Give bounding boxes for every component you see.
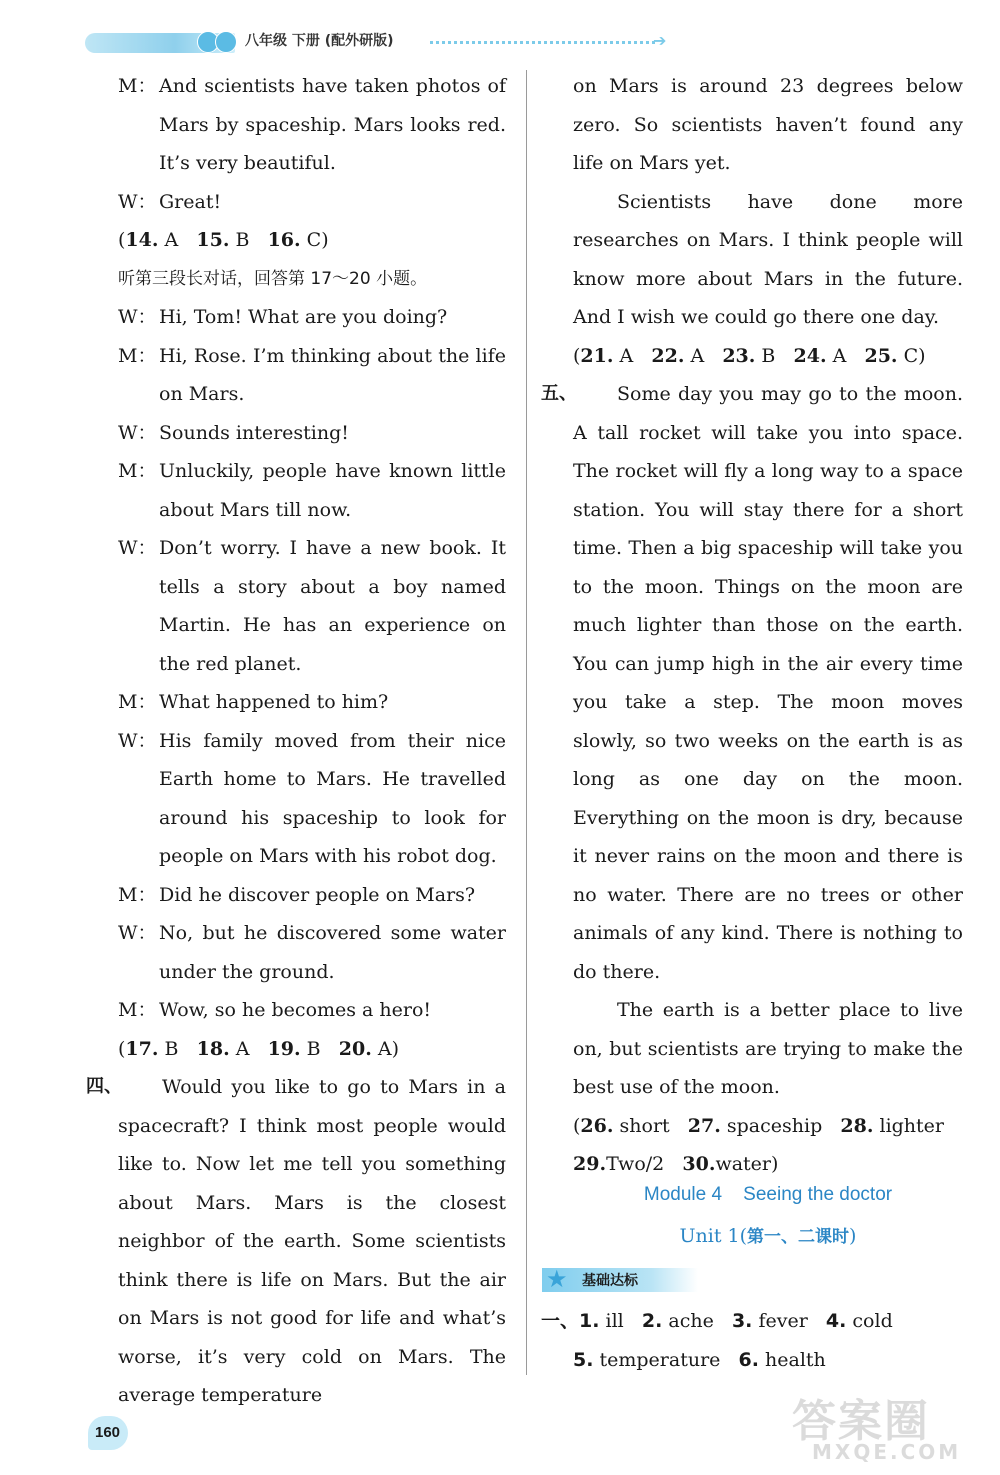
- unit-prefix: Unit 1(: [679, 1225, 748, 1247]
- answer-paren: (: [118, 1037, 126, 1060]
- page-header: [85, 25, 665, 57]
- column-divider: [526, 70, 527, 1375]
- answer-number: 20.: [338, 1037, 372, 1060]
- arrow-icon: ➔: [653, 31, 667, 50]
- answer-number: 17.: [125, 1037, 159, 1060]
- answer-value: Two/2: [606, 1153, 665, 1175]
- speaker-label: W：: [118, 190, 157, 213]
- answer-line-29-30: [573, 1145, 963, 1184]
- answer-value: B: [158, 1037, 179, 1060]
- dialogue-part-2: [118, 298, 506, 1030]
- section-number: 五、: [541, 383, 577, 404]
- answer-number: 28.: [840, 1114, 874, 1137]
- dialogue-text: Hi, Tom! What are you doing?: [159, 306, 448, 328]
- answer-value: A: [229, 1037, 250, 1060]
- dialogue-text: Great!: [159, 190, 222, 213]
- speaker-label: M：: [118, 75, 157, 97]
- answer-value: ill: [599, 1310, 624, 1332]
- answer-line-21-25: [573, 337, 963, 376]
- speaker-label: M：: [118, 344, 157, 367]
- answer-gap: [670, 1115, 688, 1137]
- module-title: Module 4 Seeing the doctor: [643, 1184, 893, 1205]
- answer-gap: [664, 1153, 682, 1175]
- answer-number: 26.: [580, 1114, 614, 1137]
- speaker-label: M：: [118, 999, 157, 1021]
- answer-gap: [179, 1038, 197, 1060]
- speaker-label: M：: [118, 691, 157, 713]
- exercise-number: 一、: [541, 1310, 580, 1332]
- dialogue-text: And scientists have taken photos of Mars by spaceship. Mars looks red. It’s very beautiful.: [159, 75, 506, 174]
- dialogue-text: His family moved from their nice Earth home to Mars. He travelled around his spaceship to look for people on Mars with his robot dog.: [159, 729, 506, 867]
- dialogue-line: [118, 67, 506, 183]
- answer-gap: [846, 345, 864, 367]
- answer-value: health: [758, 1348, 826, 1371]
- dialogue-line: [118, 683, 506, 722]
- instruction-line: 听第三段长对话，回答第 17～20 小题。: [118, 268, 428, 289]
- answer-gap: [822, 1115, 840, 1137]
- answer-value: fever: [752, 1310, 808, 1332]
- answer-value: short: [613, 1114, 670, 1137]
- speaker-label: W：: [118, 537, 157, 559]
- dialogue-text: Hi, Rose. I’m thinking about the life on Mars.: [159, 344, 506, 405]
- section-four: [86, 1068, 506, 1415]
- answer-gap: [321, 1038, 339, 1060]
- watermark-logo: [792, 1385, 992, 1470]
- answer-number: 23.: [722, 344, 756, 367]
- dialogue-text: Did he discover people on Mars?: [159, 883, 476, 906]
- section-five: [541, 375, 963, 1107]
- dialogue-text: Don’t worry. I have a new book. It tells a story about a boy named Martin. He has an experience on the red planet.: [159, 537, 506, 675]
- answer-gap: [249, 1038, 267, 1060]
- answer-value: temperature: [593, 1348, 721, 1371]
- answer-number: 2.: [641, 1310, 663, 1332]
- unit-title: [573, 1222, 963, 1247]
- speaker-label: W：: [118, 922, 157, 944]
- header-circles-decoration: [197, 31, 233, 57]
- answer-gap: [775, 345, 793, 367]
- dialogue-text: Unluckily, people have known little about Mars till now.: [159, 460, 506, 521]
- badge-label: 基础达标: [582, 1273, 638, 1289]
- answer-number: 14.: [125, 229, 159, 251]
- answer-value: lighter: [873, 1114, 945, 1137]
- header-dotted-line: [430, 41, 655, 44]
- answer-number: 5.: [573, 1348, 594, 1371]
- answer-value: ache: [662, 1310, 714, 1332]
- answer-number: 25.: [864, 344, 898, 367]
- star-icon: ★: [546, 1265, 568, 1293]
- answer-gap: [624, 1310, 642, 1332]
- dialogue-line: [118, 414, 506, 453]
- answer-number: 29.: [573, 1153, 607, 1175]
- answer-line-26-28: [573, 1107, 963, 1146]
- answer-value: C): [300, 229, 329, 251]
- header-title: 八年级 下册 (配外研版): [245, 33, 394, 49]
- speaker-label: W：: [118, 421, 157, 444]
- dialogue-line: [118, 991, 506, 1030]
- answer-paren: (: [118, 229, 126, 251]
- answer-value: B: [300, 1037, 321, 1060]
- answer-line-17-20: [118, 1030, 506, 1069]
- section-four-text: Would you like to go to Mars in a spacecraft? I think most people would like to. Now let me tell you something about Mars. Mars is the closest neighbor of the earth. Some scientists think there is life on Mars. But the air on Mars is not good for life and what’s worse, it’s very cold on Mars. The average temperature: [118, 1076, 506, 1406]
- answer-line-14-16: [118, 221, 506, 260]
- dialogue-text: Wow, so he becomes a hero!: [159, 999, 432, 1021]
- answer-gap: [714, 1310, 732, 1332]
- answer-number: 3.: [731, 1310, 753, 1332]
- dialogue-line: [118, 529, 506, 683]
- answer-value: water): [715, 1153, 779, 1175]
- answer-value: A: [684, 344, 705, 367]
- answer-value: B: [229, 229, 250, 251]
- answer-value: A: [826, 344, 847, 367]
- answer-number: 6.: [738, 1348, 759, 1371]
- answer-value: A): [371, 1037, 400, 1060]
- speaker-label: M：: [118, 883, 157, 906]
- speaker-label: M：: [118, 460, 157, 482]
- answer-value: A: [613, 344, 634, 367]
- paragraph: Scientists have done more researches on Mars. I think people will know more about Mars in the future. And I wish we could go there one day.: [573, 190, 963, 328]
- dialogue-line: [118, 452, 506, 529]
- section-five-paragraph: Some day you may go to the moon. A tall rocket will take you into space. The rocket will fly a long way to a space station. You will stay there for a short time. Then a big spaceship will take you to the moon. Things on the moon are much lighter than those on the earth. You can jump high in the air every time you take a step. The moon moves slowly, so two weeks on the earth is as long as one day on the moon. Everything on the moon is dry, because it never rains on the moon and there is no water. There are no trees or other animals of any kind. There is nothing to do there.: [573, 383, 963, 983]
- dialogue-line: [118, 298, 506, 337]
- answer-value: C): [897, 344, 926, 367]
- answer-gap: [633, 345, 651, 367]
- dialogue-text: Sounds interesting!: [159, 421, 349, 444]
- exercise-line-1: [541, 1302, 893, 1341]
- unit-suffix: ): [849, 1225, 857, 1247]
- answer-gap: [704, 345, 722, 367]
- section-five-paragraph: The earth is a better place to live on, but scientists are trying to make the best use of the moon.: [573, 999, 963, 1098]
- answer-value: cold: [846, 1310, 893, 1332]
- answer-number: 24.: [793, 344, 827, 367]
- paragraph: on Mars is around 23 degrees below zero. So scientists haven’t found any life on Mars yet.: [573, 75, 963, 174]
- speaker-label: W：: [118, 729, 157, 752]
- left-column: [86, 67, 506, 1415]
- unit-lessons: 第一、二课时: [747, 1227, 850, 1247]
- answer-gap: [178, 229, 196, 251]
- dialogue-line: [118, 722, 506, 876]
- answer-value: B: [755, 344, 776, 367]
- answer-number: 22.: [651, 344, 685, 367]
- exercise-line-2: [541, 1341, 893, 1380]
- section-badge: [542, 1265, 698, 1293]
- answer-gap: [249, 229, 267, 251]
- page-number-badge: [88, 1416, 128, 1450]
- answer-number: 19.: [267, 1037, 301, 1060]
- answer-number: 15.: [196, 229, 230, 251]
- answer-number: 18.: [196, 1037, 230, 1060]
- right-column: [541, 67, 963, 1184]
- answer-value: spaceship: [720, 1114, 823, 1137]
- answer-number: 4.: [825, 1310, 847, 1332]
- speaker-label: W：: [118, 306, 157, 328]
- dialogue-line: [118, 337, 506, 414]
- watermark-text: 答案圈: [792, 1396, 930, 1447]
- answer-paren: (: [573, 1114, 581, 1137]
- dialogue-line: [118, 183, 506, 222]
- answer-number: 30.: [682, 1153, 716, 1175]
- dialogue-line: [118, 914, 506, 991]
- answer-number: 16.: [267, 229, 301, 251]
- dialogue-part-1: [118, 67, 506, 221]
- page-number: 160: [95, 1424, 121, 1441]
- watermark-url: MXQE.COM: [812, 1440, 962, 1464]
- exercise-block: [541, 1302, 893, 1379]
- section-number: 四、: [86, 1076, 122, 1097]
- answer-gap: [720, 1349, 738, 1371]
- answer-gap: [808, 1310, 826, 1332]
- answer-value: A: [158, 229, 179, 251]
- answer-number: 27.: [687, 1114, 721, 1137]
- answer-paren: (: [573, 344, 581, 367]
- dialogue-text: What happened to him?: [159, 691, 389, 713]
- dialogue-line: [118, 876, 506, 915]
- answer-number: 21.: [580, 344, 614, 367]
- answer-number: 1.: [579, 1310, 600, 1332]
- dialogue-text: No, but he discovered some water under the ground.: [159, 922, 506, 983]
